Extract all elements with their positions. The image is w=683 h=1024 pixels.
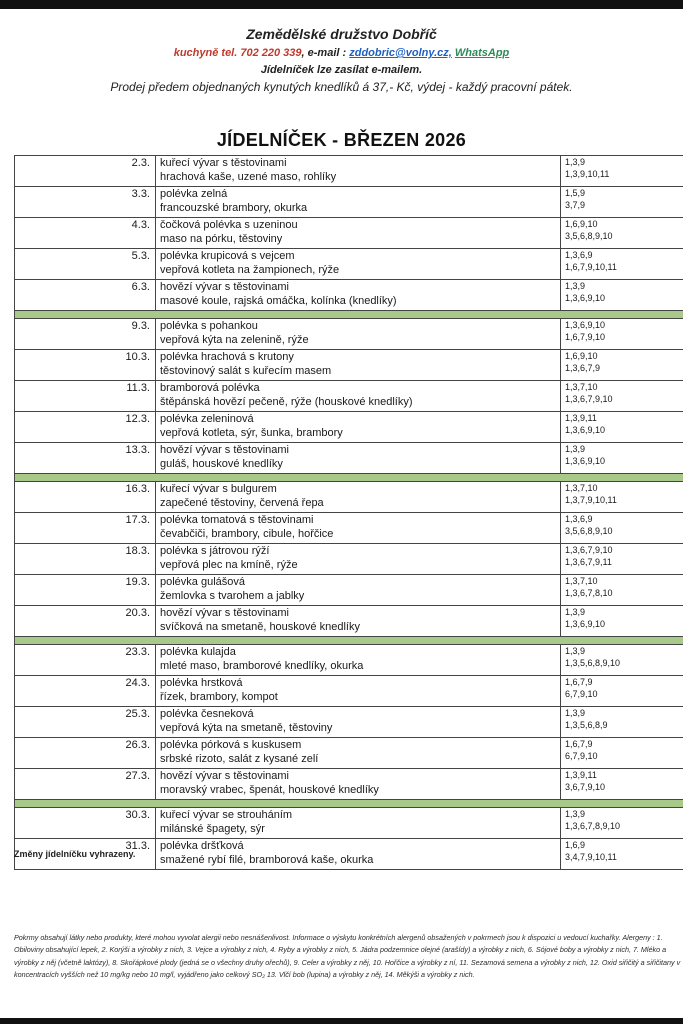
menu-date: 17.3.	[15, 513, 156, 544]
main-dish-name: srbské rizoto, salát z kysané zelí	[160, 753, 319, 765]
soup-allergens: 1,3,7,10	[565, 382, 598, 392]
menu-date: 24.3.	[15, 676, 156, 707]
menu-row	[15, 606, 683, 637]
main-dish-name: mleté maso, bramborové knedlíky, okurka	[160, 660, 364, 672]
soup-name: polévka krupicová s vejcem	[160, 250, 295, 262]
menu-row	[15, 738, 683, 769]
menu-date: 10.3.	[15, 350, 156, 381]
menu-row	[15, 676, 683, 707]
soup-allergens: 1,6,7,9	[565, 739, 593, 749]
main-allergens: 6,7,9,10	[565, 750, 598, 761]
allergen-codes	[561, 187, 683, 218]
main-dish-name: žemlovka s tvarohem a jablky	[160, 590, 305, 602]
main-allergens: 6,7,9,10	[565, 688, 598, 699]
soup-name: kuřecí vývar s bulgurem	[160, 483, 277, 495]
allergen-codes	[561, 218, 683, 249]
menu-dishes	[156, 412, 561, 443]
soup-name: bramborová polévka	[160, 382, 260, 394]
allergen-codes	[561, 319, 683, 350]
menu-date: 3.3.	[15, 187, 156, 218]
menu-dishes	[156, 839, 561, 870]
main-dish-name: těstovinový salát s kuřecím masem	[160, 365, 332, 377]
menu-date: 23.3.	[15, 645, 156, 676]
menu-date: 2.3.	[15, 156, 156, 187]
week-separator	[15, 474, 683, 482]
menu-row	[15, 280, 683, 311]
menu-dishes	[156, 676, 561, 707]
sale-note: Prodej předem objednaných kynutých knedlíků á 37,- Kč, výdej - každý pracovní pátek.	[110, 80, 573, 94]
soup-name: hovězí vývar s těstovinami	[160, 607, 289, 619]
menu-dishes	[156, 319, 561, 350]
menu-date: 6.3.	[15, 280, 156, 311]
menu-row	[15, 218, 683, 249]
week-separator-cell	[15, 311, 683, 319]
soup-name: polévka kulajda	[160, 646, 236, 658]
main-allergens: 1,3,6,7,8,10	[565, 587, 613, 598]
menu-date: 11.3.	[15, 381, 156, 412]
soup-name: polévka s pohankou	[160, 320, 258, 332]
soup-allergens: 1,3,9	[565, 809, 586, 819]
main-allergens: 1,3,9,10,11	[565, 168, 610, 179]
main-allergens: 1,3,6,7,9,10	[565, 393, 613, 404]
soup-name: polévka dršťková	[160, 840, 244, 852]
main-allergens: 1,3,6,9,10	[565, 424, 606, 435]
soup-allergens: 1,3,7,10	[565, 483, 598, 493]
main-allergens: 3,5,6,8,9,10	[565, 230, 613, 241]
main-dish-name: vepřová kotleta na žampionech, rýže	[160, 264, 340, 276]
menu-dishes	[156, 738, 561, 769]
main-dish-name: svíčková na smetaně, houskové knedlíky	[160, 621, 360, 633]
week-separator	[15, 800, 683, 808]
allergen-codes	[561, 443, 683, 474]
email-label: , e-mail :	[301, 47, 347, 59]
soup-name: hovězí vývar s těstovinami	[160, 444, 289, 456]
kitchen-label: kuchyně tel.	[173, 47, 238, 59]
menu-date: 27.3.	[15, 769, 156, 800]
soup-allergens: 1,3,9	[565, 157, 586, 167]
week-separator-cell	[15, 474, 683, 482]
allergen-codes	[561, 381, 683, 412]
main-allergens: 1,3,5,6,8,9,10	[565, 657, 621, 668]
menu-row	[15, 443, 683, 474]
main-allergens: 1,3,7,9,10,11	[565, 494, 617, 505]
menu-date: 12.3.	[15, 412, 156, 443]
main-allergens: 1,3,6,7,9,11	[565, 556, 612, 567]
menu-title: JÍDELNÍČEK - BŘEZEN 2026	[216, 130, 467, 150]
main-dish-name: čevabčiči, brambory, cibule, hořčice	[160, 528, 334, 540]
main-allergens: 3,4,7,9,10,11	[565, 851, 617, 862]
soup-name: polévka zelná	[160, 188, 228, 200]
soup-name: polévka tomatová s těstovinami	[160, 514, 314, 526]
allergen-codes	[561, 707, 683, 738]
menu-row	[15, 187, 683, 218]
main-dish-name: maso na pórku, těstoviny	[160, 233, 283, 245]
soup-allergens: 1,6,9,10	[565, 351, 598, 361]
menu-date: 19.3.	[15, 575, 156, 606]
menu-date: 25.3.	[15, 707, 156, 738]
main-dish-name: francouzské brambory, okurka	[160, 202, 308, 214]
soup-name: polévka zeleninová	[160, 413, 254, 425]
main-dish-name: zapečené těstoviny, červená řepa	[160, 497, 324, 509]
menu-dishes	[156, 645, 561, 676]
main-allergens: 1,6,7,9,10,11	[565, 261, 617, 272]
menu-date: 16.3.	[15, 482, 156, 513]
main-allergens: 1,6,7,9,10	[565, 331, 606, 342]
menu-row	[15, 249, 683, 280]
main-allergens: 1,3,6,9,10	[565, 618, 606, 629]
allergen-codes	[561, 738, 683, 769]
soup-name: polévka česneková	[160, 708, 254, 720]
main-allergens: 1,3,5,6,8,9	[565, 719, 608, 730]
soup-allergens: 1,3,9	[565, 444, 586, 454]
menu-row	[15, 808, 683, 839]
main-dish-name: milánské špagety, sýr	[160, 823, 265, 835]
menu-date: 9.3.	[15, 319, 156, 350]
main-dish-name: řízek, brambory, kompot	[160, 691, 278, 703]
menu-dishes	[156, 280, 561, 311]
menu-row	[15, 575, 683, 606]
soup-name: polévka pórková s kuskusem	[160, 739, 302, 751]
menu-date: 20.3.	[15, 606, 156, 637]
changes-note: Změny jídelníčku vyhrazeny.	[14, 849, 136, 859]
phone-number: 702 220 339	[240, 47, 302, 59]
soup-name: polévka gulášová	[160, 576, 246, 588]
menu-dishes	[156, 544, 561, 575]
soup-allergens: 1,3,6,7,9,10	[565, 545, 613, 555]
allergen-codes	[561, 513, 683, 544]
allergen-codes	[561, 412, 683, 443]
soup-allergens: 1,3,9,11	[565, 770, 597, 780]
main-allergens: 3,6,7,9,10	[565, 781, 606, 792]
menu-date: 13.3.	[15, 443, 156, 474]
menu-row	[15, 319, 683, 350]
menu-dishes	[156, 350, 561, 381]
soup-allergens: 1,3,7,10	[565, 576, 598, 586]
menu-date: 4.3.	[15, 218, 156, 249]
main-dish-name: štěpánská hovězí pečeně, rýže (houskové knedlíky)	[160, 396, 413, 408]
allergen-footer: Pokrmy obsahují látky nebo produkty, které mohou vyvolat alergii nebo nesnášenlivost. Informace o výskytu konkrétních alergenů obsažených v pokrmech jsou k dispozici u vedoucí kuchařky. Alergeny : 1. Obiloviny obsahující lepek, 2. Korýši a výrobky z nich, 3. Vejce a výrobky z nich, 4. Ryby a výrobky z nich, 5. Jádra podzemnice olejné (arašídy) a výrobky z nich, 6. Sójové boby a výrobky z nich, 7. Mléko a výrobky z něj (včetně laktózy), 8. Skořápkové plody (jedná se o všechny druhy ořechů), 9. Celer a výrobky z něj, 10. Hořčice a výrobky z ní, 11. Sezamová semena a výrobky z nich, 12. Oxid siřičitý a siřičitany v koncentracích vyšších než 10 mg/kg nebo 10 mg/l, vyjádřeno jako celkový SO₂ 13. Vlčí bob (lupina) a výrobky z něj, 14. Měkýši a výrobky z nich.	[14, 933, 681, 979]
bottom-border	[0, 1018, 683, 1024]
menu-dishes	[156, 249, 561, 280]
email-note: Jídelníček lze zasílat e-mailem.	[260, 64, 423, 76]
soup-allergens: 1,3,9	[565, 607, 586, 617]
week-separator	[15, 637, 683, 645]
allergen-codes	[561, 156, 683, 187]
allergen-codes	[561, 839, 683, 870]
menu-date: 18.3.	[15, 544, 156, 575]
allergen-codes	[561, 676, 683, 707]
week-separator-cell	[15, 800, 683, 808]
allergen-codes	[561, 645, 683, 676]
menu-row	[15, 482, 683, 513]
menu-table	[14, 155, 683, 870]
menu-row	[15, 769, 683, 800]
menu-dishes	[156, 513, 561, 544]
main-dish-name: moravský vrabec, špenát, houskové knedlíky	[160, 784, 379, 796]
menu-dishes	[156, 443, 561, 474]
menu-date: 30.3.	[15, 808, 156, 839]
soup-name: hovězí vývar s těstovinami	[160, 770, 289, 782]
menu-dishes	[156, 156, 561, 187]
menu-dishes	[156, 606, 561, 637]
company-title: Zemědělské družstvo Dobříč	[246, 26, 437, 42]
menu-dishes	[156, 218, 561, 249]
menu-row	[15, 412, 683, 443]
main-allergens: 1,3,6,9,10	[565, 292, 606, 303]
main-dish-name: masové koule, rajská omáčka, kolínka (knedlíky)	[160, 295, 397, 307]
main-allergens: 3,5,6,8,9,10	[565, 525, 613, 536]
top-border	[0, 0, 683, 9]
email-link[interactable]: zddobric@volny.cz,	[349, 47, 452, 59]
contact-line	[0, 47, 683, 59]
main-allergens: 1,3,6,7,8,9,10	[565, 820, 621, 831]
main-dish-name: vepřová plec na kmíně, rýže	[160, 559, 298, 571]
soup-allergens: 1,5,9	[565, 188, 586, 198]
main-dish-name: vepřová kotleta, sýr, šunka, brambory	[160, 427, 343, 439]
menu-row	[15, 645, 683, 676]
soup-allergens: 1,3,6,9,10	[565, 320, 606, 330]
soup-allergens: 1,6,9	[565, 840, 586, 850]
main-dish-name: vepřová kýta na zelenině, rýže	[160, 334, 309, 346]
soup-name: kuřecí vývar s těstovinami	[160, 157, 287, 169]
menu-dishes	[156, 187, 561, 218]
main-dish-name: smažené rybí filé, bramborová kaše, okurka	[160, 854, 374, 866]
main-dish-name: guláš, houskové knedlíky	[160, 458, 283, 470]
allergen-codes	[561, 544, 683, 575]
soup-name: čočková polévka s uzeninou	[160, 219, 298, 231]
menu-row	[15, 156, 683, 187]
menu-date: 5.3.	[15, 249, 156, 280]
soup-name: kuřecí vývar se strouháním	[160, 809, 293, 821]
soup-name: polévka s játrovou rýží	[160, 545, 270, 557]
menu-row	[15, 707, 683, 738]
whatsapp-link[interactable]: WhatsApp	[454, 47, 510, 59]
menu-dishes	[156, 769, 561, 800]
allergen-codes	[561, 482, 683, 513]
soup-allergens: 1,6,7,9	[565, 677, 593, 687]
main-dish-name: vepřová kýta na smetaně, těstoviny	[160, 722, 333, 734]
menu-row	[15, 513, 683, 544]
soup-allergens: 1,3,9	[565, 646, 586, 656]
menu-row	[15, 350, 683, 381]
menu-date: 31.3.	[15, 839, 156, 870]
main-allergens: 1,3,6,9,10	[565, 455, 606, 466]
allergen-codes	[561, 808, 683, 839]
allergen-codes	[561, 769, 683, 800]
week-separator	[15, 311, 683, 319]
main-allergens: 3,7,9	[565, 199, 586, 210]
menu-row	[15, 544, 683, 575]
menu-dishes	[156, 381, 561, 412]
menu-dishes	[156, 482, 561, 513]
soup-allergens: 1,3,9	[565, 281, 586, 291]
menu-dishes	[156, 707, 561, 738]
soup-allergens: 1,6,9,10	[565, 219, 598, 229]
allergen-codes	[561, 575, 683, 606]
soup-name: polévka hrachová s krutony	[160, 351, 294, 363]
allergen-codes	[561, 280, 683, 311]
menu-dishes	[156, 808, 561, 839]
allergen-codes	[561, 249, 683, 280]
menu-date: 26.3.	[15, 738, 156, 769]
allergen-codes	[561, 606, 683, 637]
soup-allergens: 1,3,9,11	[565, 413, 597, 423]
week-separator-cell	[15, 637, 683, 645]
soup-name: polévka hrstková	[160, 677, 243, 689]
main-dish-name: hrachová kaše, uzené maso, rohlíky	[160, 171, 337, 183]
menu-dishes	[156, 575, 561, 606]
menu-row	[15, 381, 683, 412]
main-allergens: 1,3,6,7,9	[565, 362, 601, 373]
soup-allergens: 1,3,6,9	[565, 514, 593, 524]
soup-allergens: 1,3,6,9	[565, 250, 593, 260]
allergen-codes	[561, 350, 683, 381]
soup-allergens: 1,3,9	[565, 708, 586, 718]
soup-name: hovězí vývar s těstovinami	[160, 281, 289, 293]
